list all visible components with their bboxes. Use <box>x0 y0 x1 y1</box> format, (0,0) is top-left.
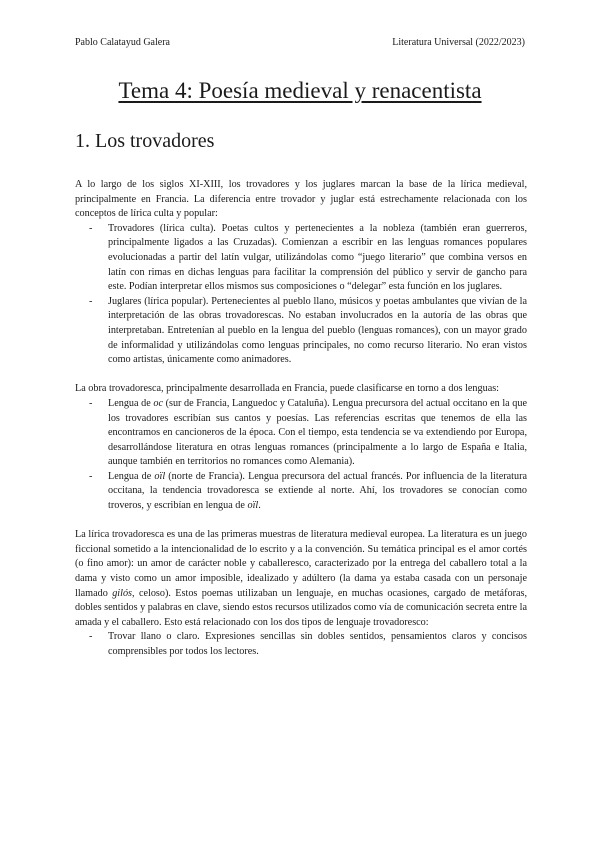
dash-bullet: - <box>89 631 93 643</box>
list-item <box>75 397 527 470</box>
section-heading: 1. Los trovadores <box>75 130 215 152</box>
dash-bullet: - <box>89 397 93 409</box>
header-author: Pablo Calatayud Galera <box>75 37 170 48</box>
languages-paragraph: La obra trovadoresca, principalmente desarrollada en Francia, puede clasificarse en torno a dos lenguas: <box>75 383 500 395</box>
dash-bullet: - <box>89 295 93 307</box>
list-item-text: Trovar llano o claro. Expresiones sencillas sin dobles sentidos, pensamientos claros y concisos comprensibles por todos los lectores. <box>108 631 527 657</box>
list-item <box>75 470 527 514</box>
header-course: Literatura Universal (2022/2023) <box>392 37 525 48</box>
term-oc: oc <box>153 397 163 409</box>
term-oil: oïl <box>154 470 166 482</box>
document-title: Tema 4: Poesía medieval y renacentista <box>118 78 482 103</box>
dash-bullet: - <box>89 222 93 234</box>
list-item-text: Lengua de oïl (norte de Francia). Lengua precursora del actual francés. Por influencia de la literatura occitana, la tendencia trovadoresca se extiende al norte. Ahí, los trovadores se conocían como troveros, y escribían en lengua de oïl. <box>108 470 527 512</box>
list-item <box>75 630 527 659</box>
term-oil: oïl <box>247 500 259 512</box>
list-item <box>75 295 527 368</box>
list-item-text: Lengua de oc (sur de Francia, Languedoc y Cataluña). Lengua precursora del actual occitano en la que los trovadores escribían sus cantos y poesías. Las referencias escritas que tenemos de ella las encontramos en cancioneros de la época. Con el tiempo, esta tendencia se va extendiendo por Europa, desarrollándose literatura en otras lenguas romances (principalmente a lo largo de España e Italia, aunque también en territorios no romances como Alemania). <box>108 397 527 468</box>
document-body <box>75 178 527 660</box>
languages-list <box>75 397 527 514</box>
dash-bullet: - <box>89 470 93 482</box>
list-item-text: Juglares (lírica popular). Pertenecientes al pueblo llano, músicos y poetas ambulantes que vivían de la interpretación de las obras trovadorescas. No estaban involucrados en la autoría de las obras que interpretaban. Entretenían al pueblo en la lengua del pueblo (lenguas romances), con un mayor grado de informalidad y utilizándolas como lenguas principales, no como recurso literario. No eran vistos como artistas, únicamente como animadores. <box>108 295 527 366</box>
list-item-text: Trovadores (lírica culta). Poetas cultos y pertenecientes a la nobleza (también eran guerreros, principalmente ligados a las Cruzadas). Comienzan a escribir en las lenguas romances populares evolucionadas a partir del latín vulgar, utilizándolas como “juego literario” que combina versos en latín con rimas en dichas lenguas para facilitar la comprensión del público y servir de gancho para este. Podían interpretar ellos mismos sus composiciones o “delegar” esta función en los juglares. <box>108 222 527 293</box>
intro-paragraph: A lo largo de los siglos XI-XIII, los trovadores y los juglares marcan la base de la lírica medieval, principalmente en Francia. La diferencia entre trovador y juglar está estrechamente relacionada con los conceptos de lírica culta y popular: <box>75 179 527 220</box>
language-types-list <box>75 630 527 659</box>
lyric-paragraph: La lírica trovadoresca es una de las primeras muestras de literatura medieval europea. La literatura es un juego ficcional sometido a la intencionalidad de lo escrito y a la convención. Su temática principal es el amor cortés (o fino amor): un amor de carácter noble y caballeresco, caracterizado por la entrega del caballero total a la dama y visto como un amor imposible, idealizado y adúltero (la dama ya estaba casada con un personaje llamado gilós, celoso). Estos poemas utilizaban un lenguaje, en muchas ocasiones, cargado de metáforas, dobles sentidos y palabras en clave, siendo estos recursos utilizados como vía de comunicación secreta entre la amada y el caballero. Esto está relacionado con los dos tipos de lenguaje trovadoresco: <box>75 529 527 628</box>
list-item <box>75 222 527 295</box>
trovador-juglar-list <box>75 222 527 368</box>
term-gilos: gilós <box>112 587 133 599</box>
